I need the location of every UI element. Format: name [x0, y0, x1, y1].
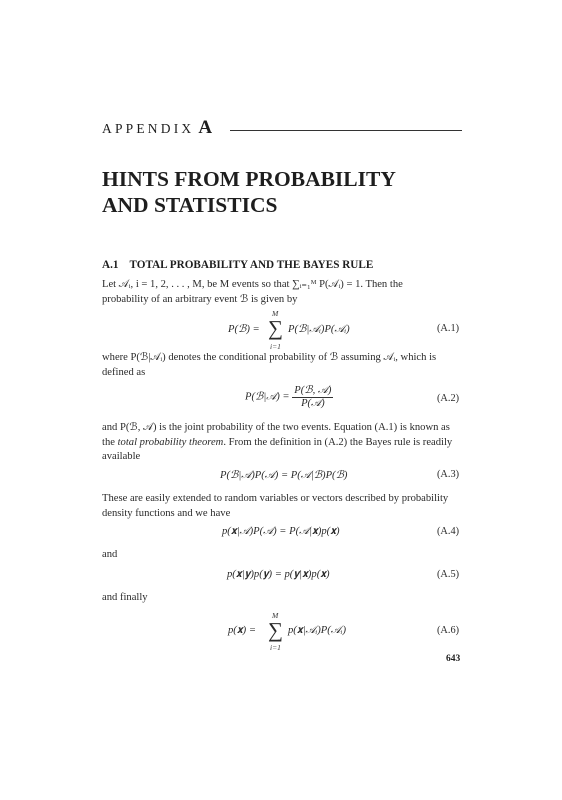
equation-a2-denominator: P(𝒜)	[301, 398, 325, 409]
equation-a1-rhs: P(ℬ|𝒜ᵢ)P(𝒜ᵢ)	[288, 324, 350, 335]
header-rule	[230, 130, 462, 131]
equation-a3-number: (A.3)	[437, 469, 460, 480]
equation-a5: p(𝐱|𝐲)p(𝐲) = p(𝐲|𝐱)p(𝐱)	[227, 569, 330, 580]
equation-a1-upper-limit: M	[272, 309, 279, 318]
chapter-title	[102, 166, 396, 218]
paragraph-1-line-2: probability of an arbitrary event ℬ is given by	[102, 293, 298, 305]
total-probability-theorem-term: total probability theorem	[117, 436, 224, 448]
equation-a2-numerator: P(ℬ, 𝒜)	[294, 385, 332, 396]
and-connector: and	[102, 549, 118, 560]
paragraph-2	[102, 351, 462, 380]
equation-a2-fraction	[292, 384, 333, 410]
equation-a2	[245, 384, 333, 410]
paragraph-1	[102, 278, 462, 307]
equation-a2-lhs: P(ℬ|𝒜) =	[245, 391, 290, 403]
paragraph-3-line-2-end: . From the definition in (A.2) the Bayes rule is readily	[223, 436, 453, 448]
summation-symbol: ∑	[268, 618, 283, 642]
paragraph-3-line-2	[102, 436, 462, 451]
page-number: 643	[446, 654, 461, 664]
equation-a6-lower-limit: i=1	[270, 643, 281, 652]
paragraph-2-line-2: defined as	[102, 366, 146, 378]
section-heading	[102, 259, 373, 271]
paragraph-4	[102, 492, 462, 521]
equation-a5-number: (A.5)	[437, 569, 460, 580]
equation-a4: p(𝐱|𝒜)P(𝒜) = P(𝒜|𝐱)p(𝐱)	[222, 526, 340, 537]
equation-a6-number: (A.6)	[437, 625, 460, 636]
paragraph-3-line-3: available	[102, 451, 141, 462]
equation-a1	[228, 309, 388, 349]
paragraph-2-line-1: where P(ℬ|𝒜ᵢ) denotes the conditional probability of ℬ assuming 𝒜ᵢ, which is	[102, 352, 437, 363]
paragraph-3-line-2-start: the	[102, 436, 118, 448]
and-finally-connector: and finally	[102, 592, 148, 603]
equation-a6	[228, 611, 388, 651]
equation-a1-lhs: P(ℬ) =	[228, 324, 260, 335]
paragraph-1-line-1: Let 𝒜ᵢ, i = 1, 2, . . . , M, be M events so that ∑ᵢ₌₁ᴹ P(𝒜ᵢ) = 1. Then the	[102, 279, 403, 290]
equation-a1-number: (A.1)	[437, 323, 460, 334]
equation-a1-lower-limit: i=1	[270, 342, 281, 351]
chapter-title-line-2: AND STATISTICS	[102, 193, 278, 217]
appendix-word: APPENDIX	[102, 121, 195, 136]
section-title: TOTAL PROBABILITY AND THE BAYES RULE	[129, 259, 374, 271]
summation-symbol: ∑	[268, 316, 283, 340]
paragraph-4-line-1: These are easily extended to random variables or vectors described by probability	[102, 493, 449, 504]
appendix-letter: A	[198, 117, 213, 138]
paragraph-4-line-2: density functions and we have	[102, 507, 231, 519]
equation-a2-number: (A.2)	[437, 393, 460, 404]
section-number: A.1	[102, 259, 119, 271]
appendix-label	[102, 117, 212, 139]
equation-a6-rhs: p(𝐱|𝒜ᵢ)P(𝒜ᵢ)	[288, 625, 347, 636]
equation-a6-lhs: p(𝐱) =	[228, 625, 256, 636]
chapter-title-line-1: HINTS FROM PROBABILITY	[102, 167, 396, 191]
equation-a4-number: (A.4)	[437, 526, 460, 537]
equation-a3: P(ℬ|𝒜)P(𝒜) = P(𝒜|ℬ)P(ℬ)	[220, 470, 348, 481]
equation-a6-upper-limit: M	[272, 611, 279, 620]
paragraph-3	[102, 421, 462, 465]
paragraph-3-line-1: and P(ℬ, 𝒜) is the joint probability of the two events. Equation (A.1) is known as	[102, 422, 450, 433]
